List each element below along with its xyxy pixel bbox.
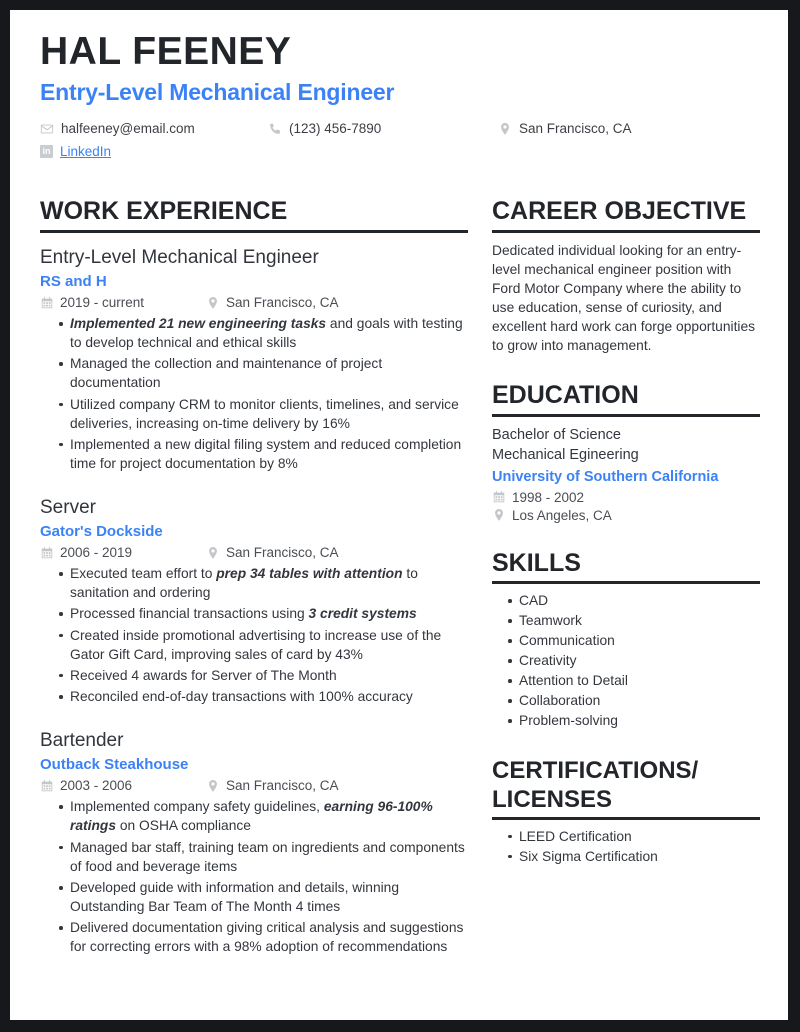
bullet-highlight: prep 34 tables with attention bbox=[216, 566, 403, 581]
bullet-text: Created inside promotional advertising to increase use of the Gator Gift Card, improving sales of card by 43% bbox=[70, 627, 442, 662]
job-location-text: San Francisco, CA bbox=[226, 295, 339, 311]
contact-block bbox=[40, 117, 760, 163]
list-item bbox=[59, 605, 468, 624]
work-experience-entry bbox=[40, 729, 468, 957]
section-title-skills: SKILLS bbox=[492, 549, 760, 585]
job-location-text: San Francisco, CA bbox=[226, 545, 339, 560]
section-title-education: EDUCATION bbox=[492, 381, 760, 417]
bullet-highlight: 3 credit systems bbox=[308, 606, 417, 622]
map-pin-icon bbox=[206, 546, 220, 560]
education-school: University of Southern California bbox=[492, 468, 719, 485]
bullet-highlight: earning 96-100% ratings bbox=[70, 799, 433, 834]
list-item: Problem-solving bbox=[508, 711, 760, 731]
job-dates-text: 2003 - 2006 bbox=[60, 778, 133, 794]
bullet-text: and goals with testing to develop technical and ethical skills bbox=[70, 316, 463, 351]
bullet-text: Utilized company CRM to monitor clients, timelines, and service deliveries, increasing on-time delivery by 16% bbox=[70, 396, 459, 431]
map-pin-icon bbox=[498, 122, 512, 136]
section-education bbox=[492, 381, 760, 523]
work-experience-entry bbox=[40, 496, 468, 707]
list-item bbox=[59, 919, 468, 957]
contact-location-text: San Francisco, CA bbox=[519, 121, 632, 137]
list-item: Teamwork bbox=[508, 611, 760, 631]
job-dates-text: 2019 - current bbox=[60, 295, 145, 311]
job-company: Gator's Dockside bbox=[40, 522, 163, 540]
certifications-list bbox=[492, 827, 760, 867]
bullet-text: Executed team effort to bbox=[70, 566, 217, 581]
contact-email-text: halfeeney@email.com bbox=[61, 121, 195, 137]
job-dates bbox=[40, 778, 206, 793]
resume-header bbox=[40, 32, 760, 163]
job-company: Outback Steakhouse bbox=[40, 755, 189, 773]
envelope-icon bbox=[40, 122, 54, 136]
contact-row-primary bbox=[40, 117, 760, 140]
map-pin-icon bbox=[206, 779, 220, 793]
job-bullet-list bbox=[40, 565, 468, 707]
phone-icon bbox=[268, 122, 282, 136]
list-item: Collaboration bbox=[508, 691, 760, 711]
list-item: Creativity bbox=[508, 651, 760, 671]
job-meta bbox=[40, 778, 468, 793]
list-item bbox=[59, 565, 468, 603]
map-pin-icon bbox=[206, 296, 220, 310]
list-item bbox=[59, 627, 468, 665]
job-location bbox=[206, 545, 339, 560]
job-role: Server bbox=[40, 496, 96, 518]
job-location-text: San Francisco, CA bbox=[226, 778, 339, 794]
bullet-text: Developed guide with information and details, winning Outstanding Bar Team of The Month 4 times bbox=[70, 880, 400, 914]
bullet-text: Managed bar staff, training team on ingredients and components of food and beverage items bbox=[70, 839, 465, 874]
job-dates-text: 2006 - 2019 bbox=[60, 545, 133, 560]
list-item bbox=[59, 798, 468, 836]
job-role: Bartender bbox=[40, 730, 124, 752]
job-meta bbox=[40, 295, 468, 310]
list-item: Six Sigma Certification bbox=[508, 847, 760, 867]
map-pin-icon bbox=[492, 508, 506, 522]
education-dates bbox=[492, 490, 760, 505]
contact-email[interactable] bbox=[40, 121, 268, 136]
work-experience-entry bbox=[40, 246, 468, 474]
calendar-icon bbox=[40, 546, 54, 560]
section-certifications bbox=[492, 757, 760, 867]
bullet-text: Received 4 awards for Server of The Month bbox=[70, 667, 337, 683]
resume-page bbox=[10, 10, 788, 1020]
calendar-icon bbox=[492, 490, 506, 504]
education-field: Mechanical Egineering bbox=[492, 447, 639, 464]
job-company: RS and H bbox=[40, 272, 107, 290]
linkedin-icon: in bbox=[40, 145, 53, 158]
contact-linkedin[interactable] bbox=[40, 144, 111, 159]
contact-phone[interactable] bbox=[268, 121, 498, 136]
bullet-text: Implemented company safety guidelines, bbox=[70, 799, 324, 815]
header-job-title: Entry-Level Mechanical Engineer bbox=[40, 78, 395, 105]
bullet-text: on OSHA compliance bbox=[116, 818, 251, 834]
contact-row-secondary bbox=[40, 140, 760, 163]
job-bullet-list bbox=[40, 315, 468, 474]
bullet-text: Reconciled end-of-day transactions with 100% accuracy bbox=[70, 689, 413, 705]
section-career-objective bbox=[492, 197, 760, 355]
education-location bbox=[492, 508, 760, 523]
bullet-text: Processed financial transactions using bbox=[70, 606, 309, 622]
list-item bbox=[59, 879, 468, 917]
bullet-text: Implemented a new digital filing system and reduced completion time for project documentation by 8% bbox=[70, 436, 462, 471]
job-meta bbox=[40, 545, 468, 560]
career-objective-text: Dedicated individual looking for an entry-level mechanical engineer position with Ford Motor Company where the ability to use education, sense of curiosity, and excellent hard work can forge opportunities to grow into management. bbox=[492, 242, 756, 354]
contact-phone-text: (123) 456-7890 bbox=[289, 121, 382, 137]
list-item bbox=[59, 315, 468, 353]
list-item bbox=[59, 667, 468, 686]
resume-body bbox=[40, 197, 760, 959]
right-column bbox=[492, 197, 760, 866]
contact-linkedin-text[interactable]: LinkedIn bbox=[60, 144, 112, 160]
list-item: LEED Certification bbox=[508, 827, 760, 847]
left-column bbox=[40, 197, 492, 959]
bullet-text: Delivered documentation giving critical analysis and suggestions for correcting errors with a 98% adoption of recommendations bbox=[70, 920, 464, 955]
list-item: Communication bbox=[508, 631, 760, 651]
section-title-certifications: CERTIFICATIONS/ LICENSES bbox=[492, 757, 760, 820]
skills-list bbox=[492, 591, 760, 731]
list-item: Attention to Detail bbox=[508, 671, 760, 691]
section-title-work-experience: WORK EXPERIENCE bbox=[40, 197, 468, 233]
list-item bbox=[59, 355, 468, 393]
list-item bbox=[59, 839, 468, 877]
job-role: Entry-Level Mechanical Engineer bbox=[40, 246, 319, 268]
education-entry bbox=[492, 425, 760, 523]
list-item bbox=[59, 688, 468, 707]
job-dates bbox=[40, 295, 206, 310]
bullet-text: to sanitation and ordering bbox=[70, 566, 418, 600]
job-location bbox=[206, 778, 339, 793]
section-skills bbox=[492, 549, 760, 732]
bullet-text: Managed the collection and maintenance of project documentation bbox=[70, 356, 383, 391]
education-location-text: Los Angeles, CA bbox=[512, 507, 612, 523]
list-item bbox=[59, 396, 468, 434]
bullet-highlight: Implemented 21 new engineering tasks bbox=[70, 316, 327, 332]
contact-location bbox=[498, 121, 632, 136]
page-title: HAL FEENEY bbox=[40, 30, 292, 73]
job-bullet-list bbox=[40, 798, 468, 957]
education-degree: Bachelor of Science bbox=[492, 426, 621, 443]
calendar-icon bbox=[40, 779, 54, 793]
section-title-career-objective: CAREER OBJECTIVE bbox=[492, 197, 760, 233]
calendar-icon bbox=[40, 296, 54, 310]
list-item bbox=[59, 436, 468, 474]
job-location bbox=[206, 295, 339, 310]
list-item: CAD bbox=[508, 591, 760, 611]
job-dates bbox=[40, 545, 206, 560]
education-dates-text: 1998 - 2002 bbox=[512, 489, 585, 505]
